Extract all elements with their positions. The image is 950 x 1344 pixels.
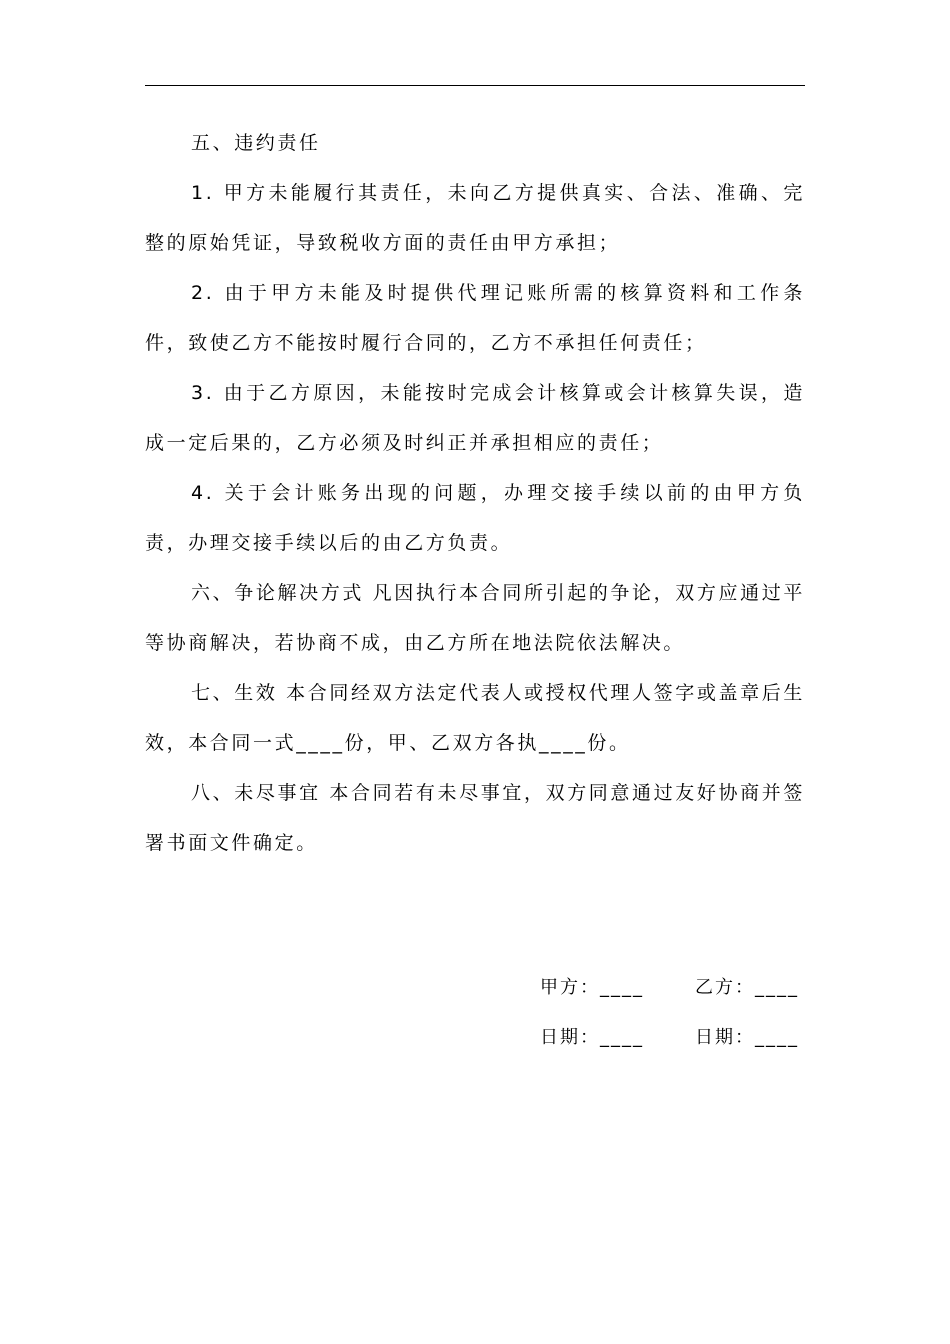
- clause-4: 4. 关于会计账务出现的问题，办理交接手续以前的由甲方负责，办理交接手续以后的由乙方负责。: [145, 482, 805, 554]
- party-b-date-field: 日期：____: [695, 1027, 799, 1048]
- header-rule: [145, 85, 805, 86]
- section-effectiveness: 七、生效 本合同经双方法定代表人或授权代理人签字或盖章后生效，本合同一式____份，甲、乙双方各执____份。: [145, 682, 805, 754]
- document-body: [145, 118, 805, 868]
- party-a-signature-field: 甲方：____: [540, 977, 644, 998]
- section-dispute-resolution: 六、争论解决方式 凡因执行本合同所引起的争论，双方应通过平等协商解决，若协商不成，由乙方所在地法院依法解决。: [145, 582, 805, 654]
- party-b-signature-field: 乙方：____: [695, 977, 799, 998]
- signature-row-dates: [540, 1018, 810, 1068]
- signature-block: [540, 968, 810, 1068]
- clause-3: 3. 由于乙方原因，未能按时完成会计核算或会计核算失误，造成一定后果的，乙方必须及时纠正并承担相应的责任；: [145, 382, 805, 454]
- clause-2: 2. 由于甲方未能及时提供代理记账所需的核算资料和工作条件，致使乙方不能按时履行合同的，乙方不承担任何责任；: [145, 282, 805, 354]
- signature-row-parties: [540, 968, 810, 1018]
- clause-1: 1. 甲方未能履行其责任，未向乙方提供真实、合法、准确、完整的原始凭证，导致税收方面的责任由甲方承担；: [145, 182, 805, 254]
- section-miscellaneous: 八、未尽事宜 本合同若有未尽事宜，双方同意通过友好协商并签署书面文件确定。: [145, 782, 805, 854]
- party-a-date-field: 日期：____: [540, 1027, 644, 1048]
- section-heading-breach: 五、违约责任: [191, 132, 321, 154]
